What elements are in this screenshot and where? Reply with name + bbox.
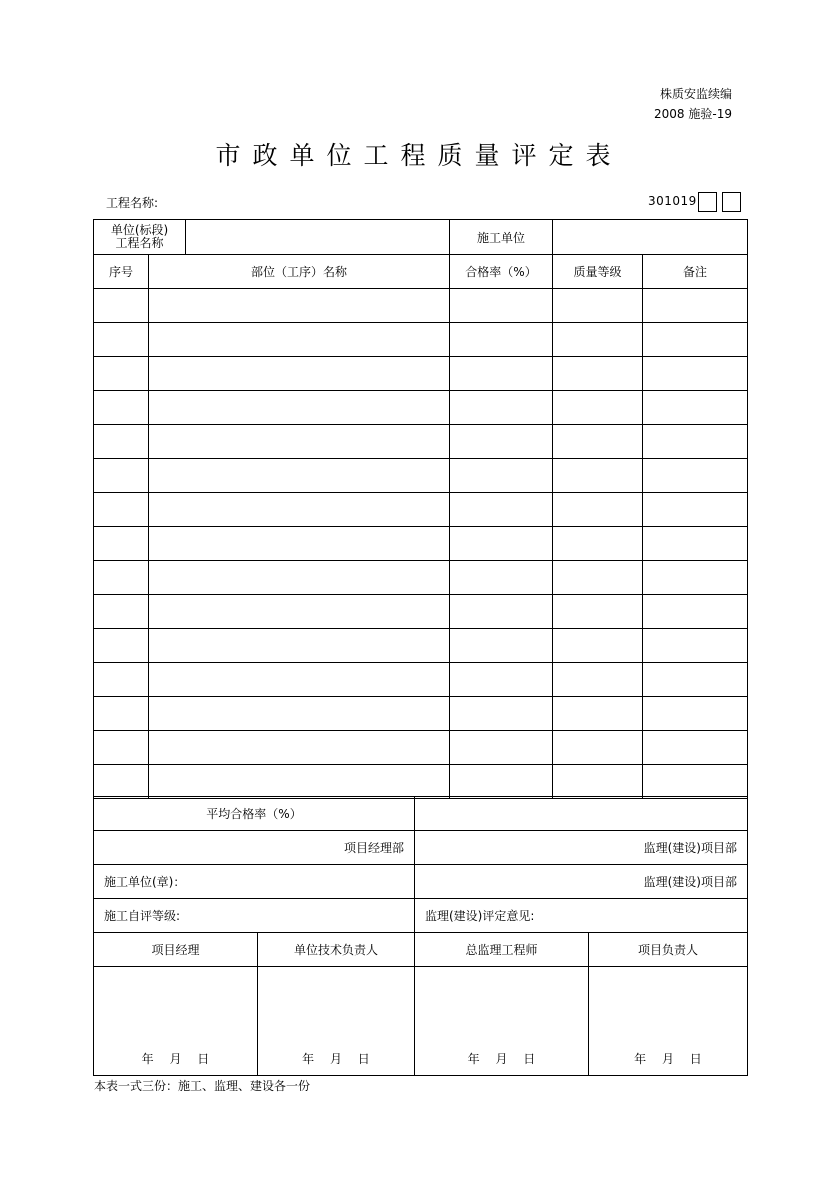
cell-remarks[interactable]	[643, 629, 748, 663]
construction-seal-label: 施工单位(章)：	[94, 865, 415, 899]
cell-pass-rate[interactable]	[450, 731, 553, 765]
cell-seq[interactable]	[94, 561, 149, 595]
unit-label-line1: 单位(标段)	[110, 223, 169, 237]
table-row	[94, 323, 748, 357]
code-box-1[interactable]	[698, 192, 717, 212]
col-header-remarks: 备注	[643, 255, 748, 289]
evaluation-row	[94, 899, 748, 933]
cell-quality-grade[interactable]	[553, 595, 643, 629]
code-box-2[interactable]	[722, 192, 741, 212]
supervision-dept-1: 监理(建设)项目部	[415, 831, 748, 865]
table-row	[94, 425, 748, 459]
cell-seq[interactable]	[94, 765, 149, 799]
table-row	[94, 357, 748, 391]
cell-seq[interactable]	[94, 697, 149, 731]
cell-remarks[interactable]	[643, 595, 748, 629]
cell-remarks[interactable]	[643, 561, 748, 595]
unit-project-name-field[interactable]	[186, 220, 450, 255]
cell-quality-grade[interactable]	[553, 357, 643, 391]
date-label: 年 月 日	[302, 1052, 370, 1066]
cell-pass-rate[interactable]	[450, 595, 553, 629]
cell-remarks[interactable]	[643, 663, 748, 697]
signer-chief-supervisor: 总监理工程师	[415, 933, 589, 967]
cell-part-name[interactable]	[149, 391, 450, 425]
cell-quality-grade[interactable]	[553, 731, 643, 765]
supervision-dept-2: 监理(建设)项目部	[415, 865, 748, 899]
col-header-part-name: 部位（工序）名称	[149, 255, 450, 289]
signer-project-lead: 项目负责人	[589, 933, 748, 967]
cell-quality-grade[interactable]	[553, 289, 643, 323]
cell-pass-rate[interactable]	[450, 323, 553, 357]
cell-seq[interactable]	[94, 629, 149, 663]
cell-seq[interactable]	[94, 391, 149, 425]
footer-note: 本表一式三份：施工、监理、建设各一份	[94, 1079, 311, 1093]
project-name-label: 工程名称:	[106, 196, 159, 210]
cell-seq[interactable]	[94, 527, 149, 561]
date-label: 年 月 日	[634, 1052, 702, 1066]
table-row	[94, 561, 748, 595]
cell-pass-rate[interactable]	[450, 561, 553, 595]
cell-quality-grade[interactable]	[553, 391, 643, 425]
cell-part-name[interactable]	[149, 527, 450, 561]
approval-table	[93, 796, 748, 1076]
unit-label-line2: 工程名称	[115, 236, 164, 250]
supervision-opinion-label: 监理(建设)评定意见:	[415, 899, 748, 933]
form-code: 301019	[648, 194, 697, 208]
cell-remarks[interactable]	[643, 765, 748, 799]
signature-row	[94, 967, 748, 1076]
cell-pass-rate[interactable]	[450, 527, 553, 561]
seal-row	[94, 865, 748, 899]
cell-remarks[interactable]	[643, 697, 748, 731]
cell-remarks[interactable]	[643, 391, 748, 425]
cell-pass-rate[interactable]	[450, 697, 553, 731]
signer-unit-tech-lead: 单位技术负责人	[258, 933, 415, 967]
cell-seq[interactable]	[94, 493, 149, 527]
cell-part-name[interactable]	[149, 697, 450, 731]
construction-unit-label: 施工单位	[450, 220, 553, 255]
signature-cell-1[interactable]	[94, 967, 258, 1076]
construction-unit-field[interactable]	[553, 220, 748, 255]
cell-pass-rate[interactable]	[450, 459, 553, 493]
cell-part-name[interactable]	[149, 323, 450, 357]
table-row	[94, 731, 748, 765]
date-label: 年 月 日	[467, 1052, 536, 1066]
cell-part-name[interactable]	[149, 459, 450, 493]
signature-cell-3[interactable]	[415, 967, 589, 1076]
col-header-pass-rate: 合格率（%）	[450, 255, 553, 289]
avg-pass-rate-label: 平均合格率（%）	[94, 797, 415, 831]
cell-pass-rate[interactable]	[450, 493, 553, 527]
cell-remarks[interactable]	[643, 425, 748, 459]
cell-pass-rate[interactable]	[450, 629, 553, 663]
cell-pass-rate[interactable]	[450, 425, 553, 459]
data-rows	[94, 289, 748, 799]
cell-pass-rate[interactable]	[450, 765, 553, 799]
cell-pass-rate[interactable]	[450, 663, 553, 697]
cell-seq[interactable]	[94, 459, 149, 493]
col-header-quality-grade: 质量等级	[553, 255, 643, 289]
cell-quality-grade[interactable]	[553, 527, 643, 561]
cell-pass-rate[interactable]	[450, 357, 553, 391]
cell-pass-rate[interactable]	[450, 289, 553, 323]
table-row	[94, 527, 748, 561]
cell-part-name[interactable]	[149, 765, 450, 799]
col-header-seq: 序号	[94, 255, 149, 289]
cell-part-name[interactable]	[149, 663, 450, 697]
cell-part-name[interactable]	[149, 425, 450, 459]
cell-part-name[interactable]	[149, 595, 450, 629]
cell-remarks[interactable]	[643, 527, 748, 561]
table-row	[94, 595, 748, 629]
cell-seq[interactable]	[94, 425, 149, 459]
cell-quality-grade[interactable]	[553, 459, 643, 493]
signature-cell-4[interactable]	[589, 967, 748, 1076]
table-row	[94, 697, 748, 731]
cell-remarks[interactable]	[643, 289, 748, 323]
cell-quality-grade[interactable]	[553, 323, 643, 357]
self-eval-label: 施工自评等级:	[94, 899, 415, 933]
cell-part-name[interactable]	[149, 731, 450, 765]
cell-remarks[interactable]	[643, 493, 748, 527]
dept-row	[94, 831, 748, 865]
cell-part-name[interactable]	[149, 493, 450, 527]
unit-info-row	[94, 220, 748, 255]
form-number-label: 2008 施验-19	[654, 107, 732, 121]
project-manager-dept: 项目经理部	[94, 831, 415, 865]
cell-remarks[interactable]	[643, 357, 748, 391]
cell-seq[interactable]	[94, 289, 149, 323]
cell-quality-grade[interactable]	[553, 697, 643, 731]
table-row	[94, 629, 748, 663]
cell-remarks[interactable]	[643, 323, 748, 357]
cell-quality-grade[interactable]	[553, 629, 643, 663]
signer-project-manager: 项目经理	[94, 933, 258, 967]
cell-quality-grade[interactable]	[553, 765, 643, 799]
unit-project-name-label	[94, 220, 186, 255]
cell-remarks[interactable]	[643, 731, 748, 765]
cell-seq[interactable]	[94, 731, 149, 765]
cell-quality-grade[interactable]	[553, 561, 643, 595]
table-row	[94, 391, 748, 425]
page-title: 市政单位工程质量评定表	[215, 141, 623, 170]
table-row	[94, 493, 748, 527]
column-header-row	[94, 255, 748, 289]
table-row	[94, 765, 748, 799]
cell-seq[interactable]	[94, 357, 149, 391]
cell-seq[interactable]	[94, 595, 149, 629]
table-row	[94, 663, 748, 697]
cell-seq[interactable]	[94, 663, 149, 697]
date-label: 年 月 日	[141, 1052, 210, 1066]
evaluation-table	[93, 219, 748, 799]
cell-seq[interactable]	[94, 323, 149, 357]
cell-pass-rate[interactable]	[450, 391, 553, 425]
table-row	[94, 459, 748, 493]
avg-pass-rate-field[interactable]	[415, 797, 748, 831]
cell-quality-grade[interactable]	[553, 425, 643, 459]
signer-header-row	[94, 933, 748, 967]
avg-pass-rate-row	[94, 797, 748, 831]
cell-quality-grade[interactable]	[553, 493, 643, 527]
form-series-label: 株质安监续编	[659, 87, 732, 101]
cell-part-name[interactable]	[149, 561, 450, 595]
signature-cell-2[interactable]	[258, 967, 415, 1076]
cell-part-name[interactable]	[149, 629, 450, 663]
table-row	[94, 289, 748, 323]
cell-quality-grade[interactable]	[553, 663, 643, 697]
cell-part-name[interactable]	[149, 357, 450, 391]
cell-remarks[interactable]	[643, 459, 748, 493]
cell-part-name[interactable]	[149, 289, 450, 323]
